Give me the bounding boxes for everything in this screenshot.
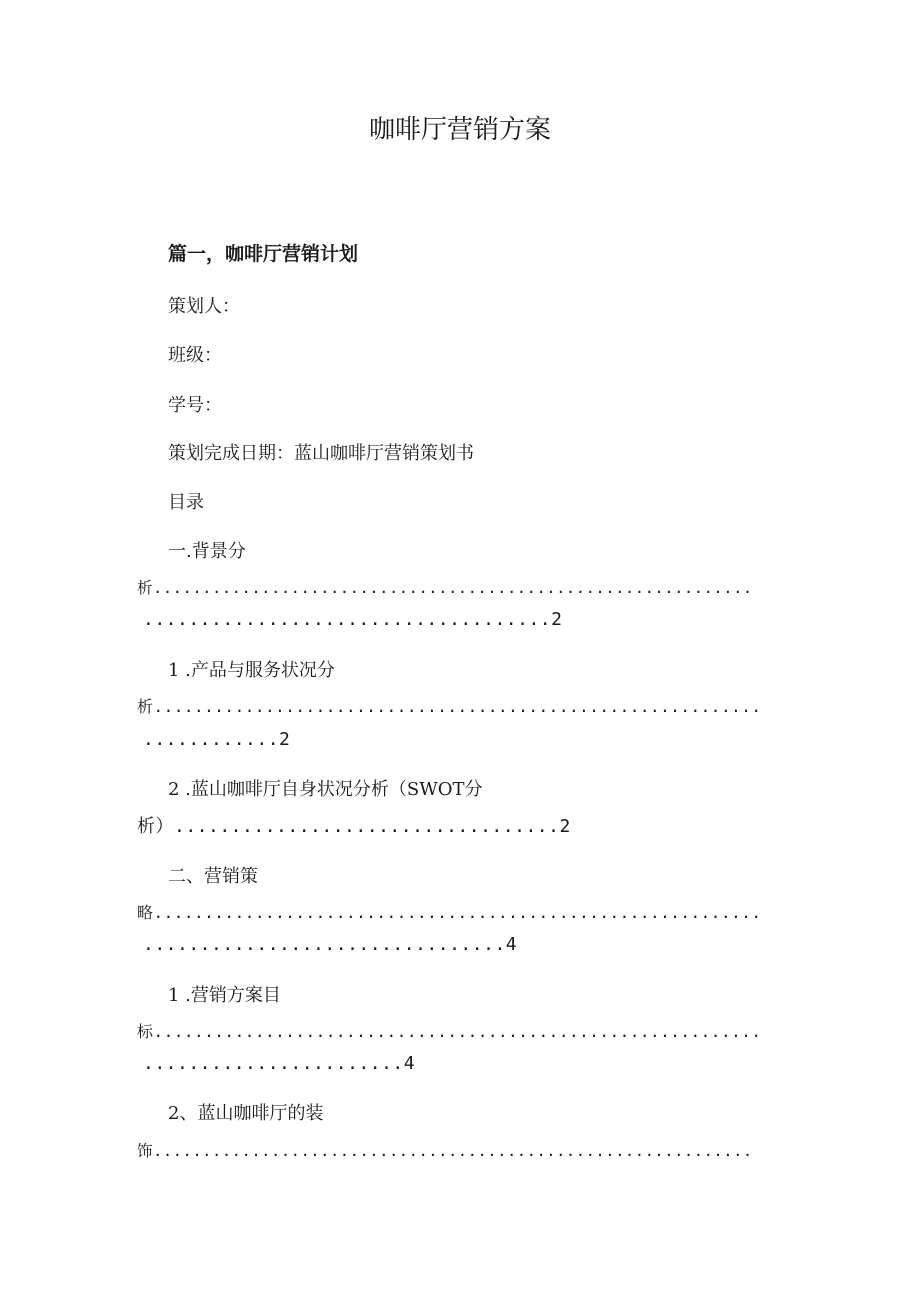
toc-entry-leader: 析............................................................. <box>137 579 753 597</box>
field-completion-date: 策划完成日期：蓝山咖啡厅营销策划书 <box>168 443 474 464</box>
toc-label: 目录 <box>168 492 204 513</box>
toc-entry-page: ....................................2 <box>143 609 563 630</box>
toc-entry-page: ............2 <box>143 729 291 750</box>
toc-entry-heading: 2 .蓝山咖啡厅自身状况分析（SWOT分 <box>168 779 483 800</box>
toc-entry-heading: 二、营销策 <box>168 866 258 887</box>
section-heading: 篇一，咖啡厅营销计划 <box>168 243 359 265</box>
toc-entry-leader: 饰............................................................. <box>137 1142 753 1160</box>
toc-entry-leader: 略............................................................ <box>137 903 762 922</box>
toc-entry-page: ................................4 <box>143 934 518 955</box>
toc-entry-heading: 2、蓝山咖啡厅的装 <box>168 1103 324 1124</box>
toc-entry-leader: 析）..................................2 <box>137 816 571 837</box>
toc-entry-heading: 1 .营销方案目 <box>168 985 281 1006</box>
toc-entry-page: .......................4 <box>143 1053 416 1074</box>
field-class: 班级： <box>168 345 222 366</box>
toc-entry-heading: 一.背景分 <box>168 541 246 562</box>
toc-entry-leader: 析............................................................ <box>137 697 762 716</box>
toc-entry-leader: 标............................................................ <box>137 1022 762 1041</box>
toc-entry-heading: 1 .产品与服务状况分 <box>168 660 335 681</box>
document-title: 咖啡厅营销方案 <box>368 115 551 145</box>
field-student-id: 学号： <box>168 395 222 416</box>
field-planner: 策划人： <box>168 296 240 317</box>
